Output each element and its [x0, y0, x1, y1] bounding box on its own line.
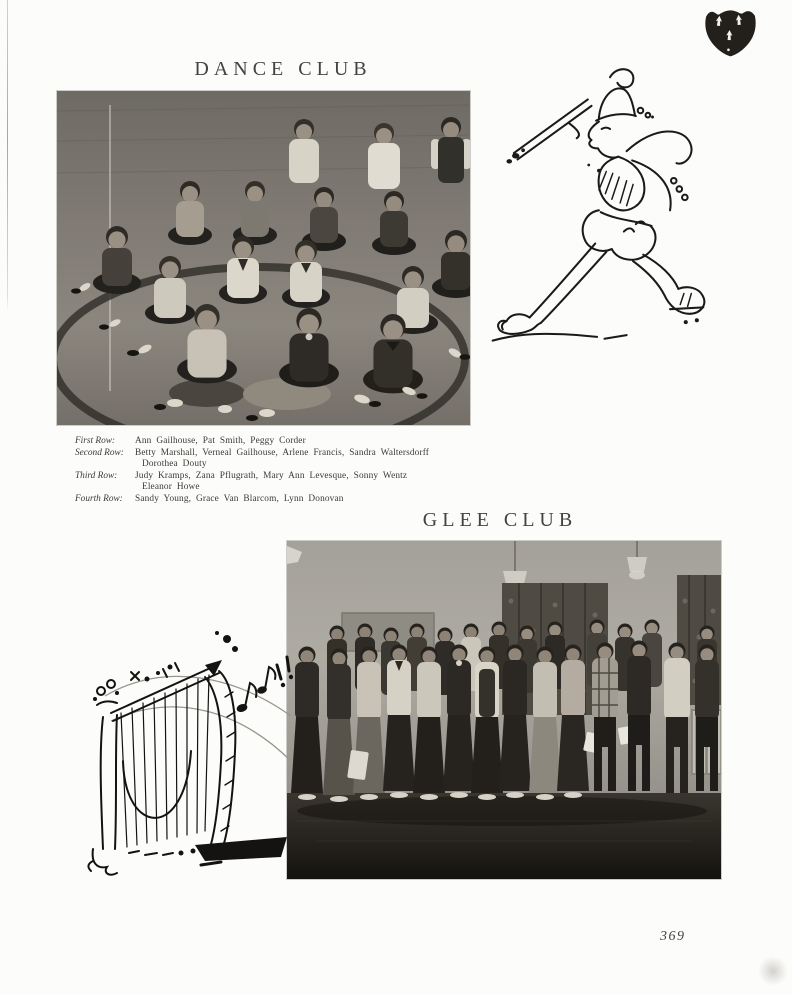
jester-illustration-icon [488, 60, 756, 356]
caption-row-names: Ann Gailhouse, Pat Smith, Peggy Corder [135, 436, 306, 446]
caption-row [75, 448, 479, 469]
caption-row-names: Judy Kramps, Zana Pflugrath, Mary Ann Levesque, Sonny Wentz Eleanor Howe [135, 471, 408, 492]
dance-club-title: DANCE CLUB [194, 58, 372, 80]
harp-illustration-icon [45, 620, 293, 884]
dance-club-photo [57, 91, 470, 425]
scan-artifact-line [7, 0, 8, 312]
scan-artifact-smudge [758, 956, 788, 986]
caption-row-names: Sandy Young, Grace Van Blarcom, Lynn Donovan [135, 494, 344, 505]
caption-row [75, 471, 479, 492]
caption-row-label: Third Row: [75, 471, 118, 482]
caption-row-names: Betty Marshall, Verneal Gailhouse, Arlene Francis, Sandra Waltersdorff Dorothea Douty [135, 448, 430, 469]
school-crest-icon [702, 6, 760, 60]
caption-row-label: Second Row: [75, 448, 124, 459]
caption-row-label: First Row: [75, 436, 116, 446]
caption-row-label: Fourth Row: [75, 494, 123, 505]
dance-club-caption [75, 436, 479, 506]
caption-row [75, 436, 479, 446]
caption-row [75, 494, 479, 504]
glee-club-title: GLEE CLUB [422, 509, 578, 531]
glee-club-photo [287, 541, 721, 879]
page-number: 369 [660, 929, 686, 944]
